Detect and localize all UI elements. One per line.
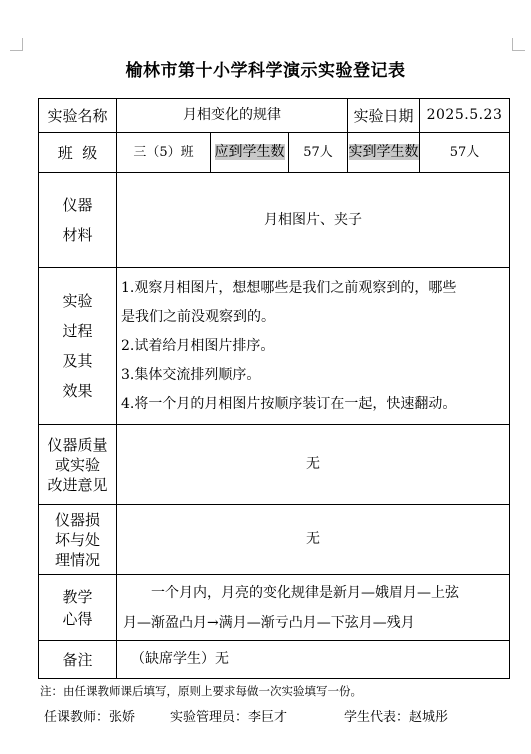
instruments-label-line: 仪器 xyxy=(62,196,93,214)
row-damage xyxy=(39,505,510,575)
manager-signature: 实验管理员：李巨才 xyxy=(170,710,288,725)
teaching-reflection-line: 月—渐盈凸月→满月—渐亏凸月—下弦月—残月 xyxy=(123,614,415,631)
damage-label-line: 理情况 xyxy=(54,550,100,569)
corner-mark-top-right xyxy=(512,38,525,51)
experiment-date-value: 2025.5.23 xyxy=(420,99,510,133)
process-label-line: 实验 xyxy=(62,292,93,310)
remarks-label: 备注 xyxy=(39,641,117,679)
actual-students-value: 57人 xyxy=(420,133,510,173)
process-steps xyxy=(117,268,510,425)
expected-students-label xyxy=(211,133,289,173)
process-step-line: 是我们之前没观察到的。 xyxy=(121,308,275,325)
process-step-line: 1.观察月相图片，想想哪些是我们之前观察到的，哪些 xyxy=(121,279,457,296)
corner-mark-top-left xyxy=(10,38,23,51)
quality-label xyxy=(39,425,117,505)
process-label-line: 及其 xyxy=(62,352,93,370)
row-quality xyxy=(39,425,510,505)
instruments-label xyxy=(39,173,117,268)
damage-label-line: 坏与处 xyxy=(54,530,100,549)
experiment-name-label: 实验名称 xyxy=(39,99,117,133)
teaching-reflection xyxy=(117,575,510,641)
process-step-line: 3.集体交流排列顺序。 xyxy=(121,366,261,383)
teacher-signature: 任课教师：张娇 xyxy=(44,710,136,725)
instruments-value: 月相图片、夹子 xyxy=(117,173,510,268)
remarks-value: （缺席学生）无 xyxy=(117,641,510,679)
footnote: 注：由任课教师课后填写，原则上要求每做一次实验填写一份。 xyxy=(40,684,362,698)
class-label: 班 级 xyxy=(39,133,117,173)
experiment-name-value: 月相变化的规律 xyxy=(117,99,348,133)
registration-table xyxy=(38,98,510,679)
expected-students-label-text: 应到学生数 xyxy=(214,144,285,161)
actual-students-label-text: 实到学生数 xyxy=(348,144,419,161)
expected-students-value: 57人 xyxy=(289,133,348,173)
teaching-label-line: 教学 xyxy=(62,587,93,606)
row-remarks xyxy=(39,641,510,679)
form-title: 榆林市第十小学科学演示实验登记表 xyxy=(125,61,406,81)
damage-label-line: 仪器损 xyxy=(54,510,100,529)
quality-label-line: 仪器质量 xyxy=(47,435,108,454)
quality-value: 无 xyxy=(117,425,510,505)
damage-value: 无 xyxy=(117,505,510,575)
row-instruments xyxy=(39,173,510,268)
process-label-line: 效果 xyxy=(62,382,93,400)
teaching-label xyxy=(39,575,117,641)
process-step-line: 4.将一个月的月相图片按顺序装订在一起，快速翻动。 xyxy=(121,395,457,412)
process-label xyxy=(39,268,117,425)
row-process xyxy=(39,268,510,425)
student-representative-signature: 学生代表：赵城彤 xyxy=(344,710,449,725)
process-step-line: 2.试着给月相图片排序。 xyxy=(121,337,275,354)
damage-label xyxy=(39,505,117,575)
row-teaching xyxy=(39,575,510,641)
actual-students-label xyxy=(348,133,420,173)
process-label-line: 过程 xyxy=(62,322,93,340)
quality-label-line: 或实验 xyxy=(54,455,100,474)
experiment-date-label: 实验日期 xyxy=(348,99,420,133)
class-value: 三（5）班 xyxy=(117,133,211,173)
row-class xyxy=(39,133,510,173)
instruments-label-line: 材料 xyxy=(62,226,93,244)
row-experiment-name xyxy=(39,99,510,133)
teaching-reflection-line: 一个月内，月亮的变化规律是新月—娥眉月—上弦 xyxy=(123,584,459,601)
quality-label-line: 改进意见 xyxy=(47,475,108,494)
teaching-label-line: 心得 xyxy=(62,609,93,628)
